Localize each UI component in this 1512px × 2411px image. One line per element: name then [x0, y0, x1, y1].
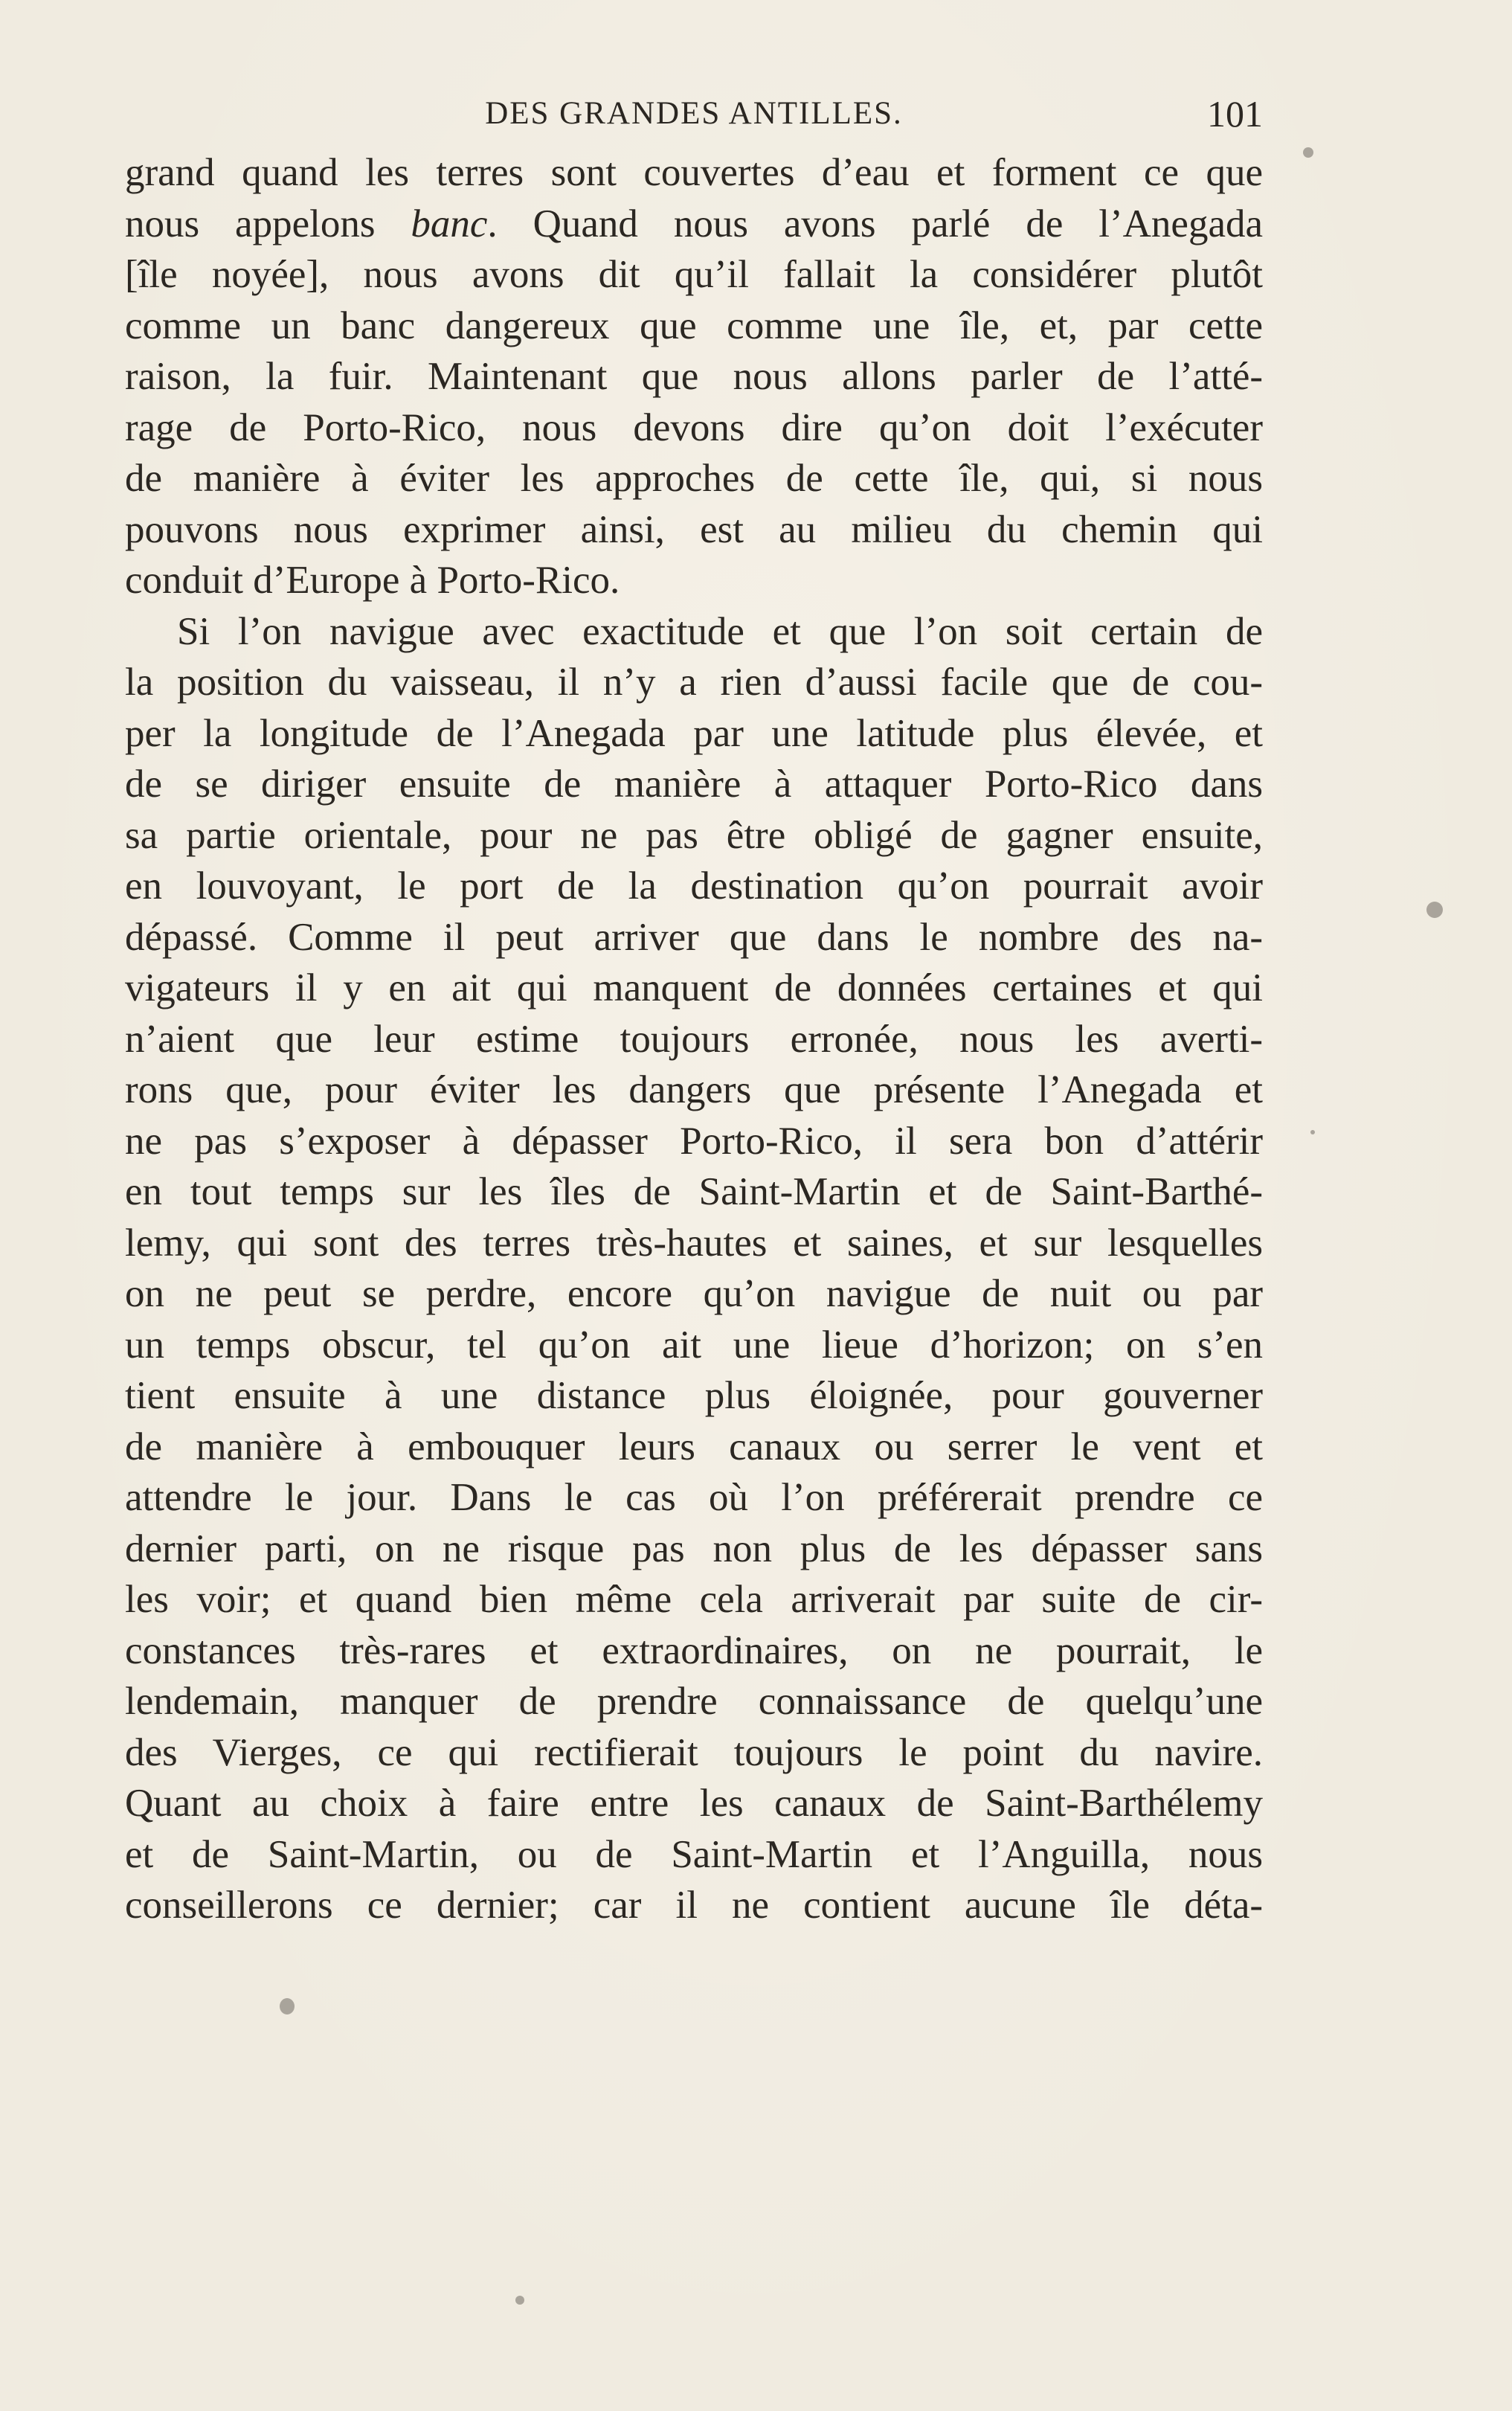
- text-line: [île noyée], nous avons dit qu’il fallait la considérer plutôt: [125, 253, 1263, 296]
- text-line: constances très-rares et extraordinaires, on ne pourrait, le: [125, 1628, 1263, 1672]
- text-line: nous appelons banc. Quand nous avons parlé de l’Anegada: [125, 202, 1263, 245]
- text-line: Si l’on navigue avec exactitude et que l’on soit certain de: [177, 609, 1263, 653]
- text-line: dépassé. Comme il peut arriver que dans le nombre des na-: [125, 915, 1263, 959]
- text-line: lemy, qui sont des terres très-hautes et saines, et sur lesquelles: [125, 1221, 1263, 1265]
- text-line: un temps obscur, tel qu’on ait une lieue d’horizon; on s’en: [125, 1323, 1263, 1367]
- text-line: et de Saint-Martin, ou de Saint-Martin et l’Anguilla, nous: [125, 1832, 1263, 1876]
- page-number: 101: [1207, 93, 1263, 135]
- page-header: [125, 88, 1263, 140]
- text-line: des Vierges, ce qui rectifierait toujours le point du navire.: [125, 1730, 1263, 1774]
- paper-speck: [1426, 902, 1443, 918]
- text-line: ne pas s’exposer à dépasser Porto-Rico, il sera bon d’attérir: [125, 1119, 1263, 1163]
- text-line: rons que, pour éviter les dangers que présente l’Anegada et: [125, 1068, 1263, 1111]
- paper-speck: [1303, 147, 1313, 158]
- text-line: vigateurs il y en ait qui manquent de données certaines et qui: [125, 966, 1263, 1009]
- paper-speck: [515, 2296, 524, 2305]
- text-line: en louvoyant, le port de la destination qu’on pourrait avoir: [125, 864, 1263, 908]
- paper-speck: [1310, 1130, 1315, 1134]
- text-line: per la longitude de l’Anegada par une latitude plus élevée, et: [125, 711, 1263, 755]
- paper-speck: [280, 1998, 295, 2014]
- text-line: de manière à embouquer leurs canaux ou serrer le vent et: [125, 1425, 1263, 1468]
- text-line: en tout temps sur les îles de Saint-Martin et de Saint-Barthé-: [125, 1170, 1263, 1213]
- text-line: la position du vaisseau, il n’y a rien d’aussi facile que de cou-: [125, 661, 1263, 704]
- text-line: grand quand les terres sont couvertes d’eau et forment ce que: [125, 151, 1263, 194]
- text-line: conduit d’Europe à Porto-Rico.: [125, 559, 620, 602]
- text-line: Quant au choix à faire entre les canaux de Saint-Barthélemy: [125, 1782, 1263, 1825]
- italic-term: banc: [411, 202, 488, 245]
- text-line: comme un banc dangereux que comme une île, et, par cette: [125, 304, 1263, 347]
- body-text: [125, 147, 1263, 1931]
- text-line: n’aient que leur estime toujours erronée, nous les averti-: [125, 1017, 1263, 1061]
- text-line: de manière à éviter les approches de cette île, qui, si nous: [125, 457, 1263, 500]
- text-line: rage de Porto-Rico, nous devons dire qu’on doit l’exécuter: [125, 405, 1263, 449]
- running-title: DES GRANDES ANTILLES.: [485, 96, 903, 131]
- text-line: pouvons nous exprimer ainsi, est au milieu du chemin qui: [125, 507, 1263, 551]
- text-line: lendemain, manquer de prendre connaissance de quelqu’une: [125, 1680, 1263, 1723]
- text-line: tient ensuite à une distance plus éloignée, pour gouverner: [125, 1374, 1263, 1417]
- text-line: de se diriger ensuite de manière à attaquer Porto-Rico dans: [125, 763, 1263, 806]
- text-line: dernier parti, on ne risque pas non plus de les dépasser sans: [125, 1526, 1263, 1570]
- text-line: attendre le jour. Dans le cas où l’on préférerait prendre ce: [125, 1476, 1263, 1519]
- text-line: on ne peut se perdre, encore qu’on navigue de nuit ou par: [125, 1272, 1263, 1315]
- text-line: sa partie orientale, pour ne pas être obligé de gagner ensuite,: [125, 813, 1263, 857]
- text-line: conseillerons ce dernier; car il ne contient aucune île déta-: [125, 1884, 1263, 1927]
- text-line: les voir; et quand bien même cela arriverait par suite de cir-: [125, 1578, 1263, 1621]
- text-line: raison, la fuir. Maintenant que nous allons parler de l’atté-: [125, 355, 1263, 398]
